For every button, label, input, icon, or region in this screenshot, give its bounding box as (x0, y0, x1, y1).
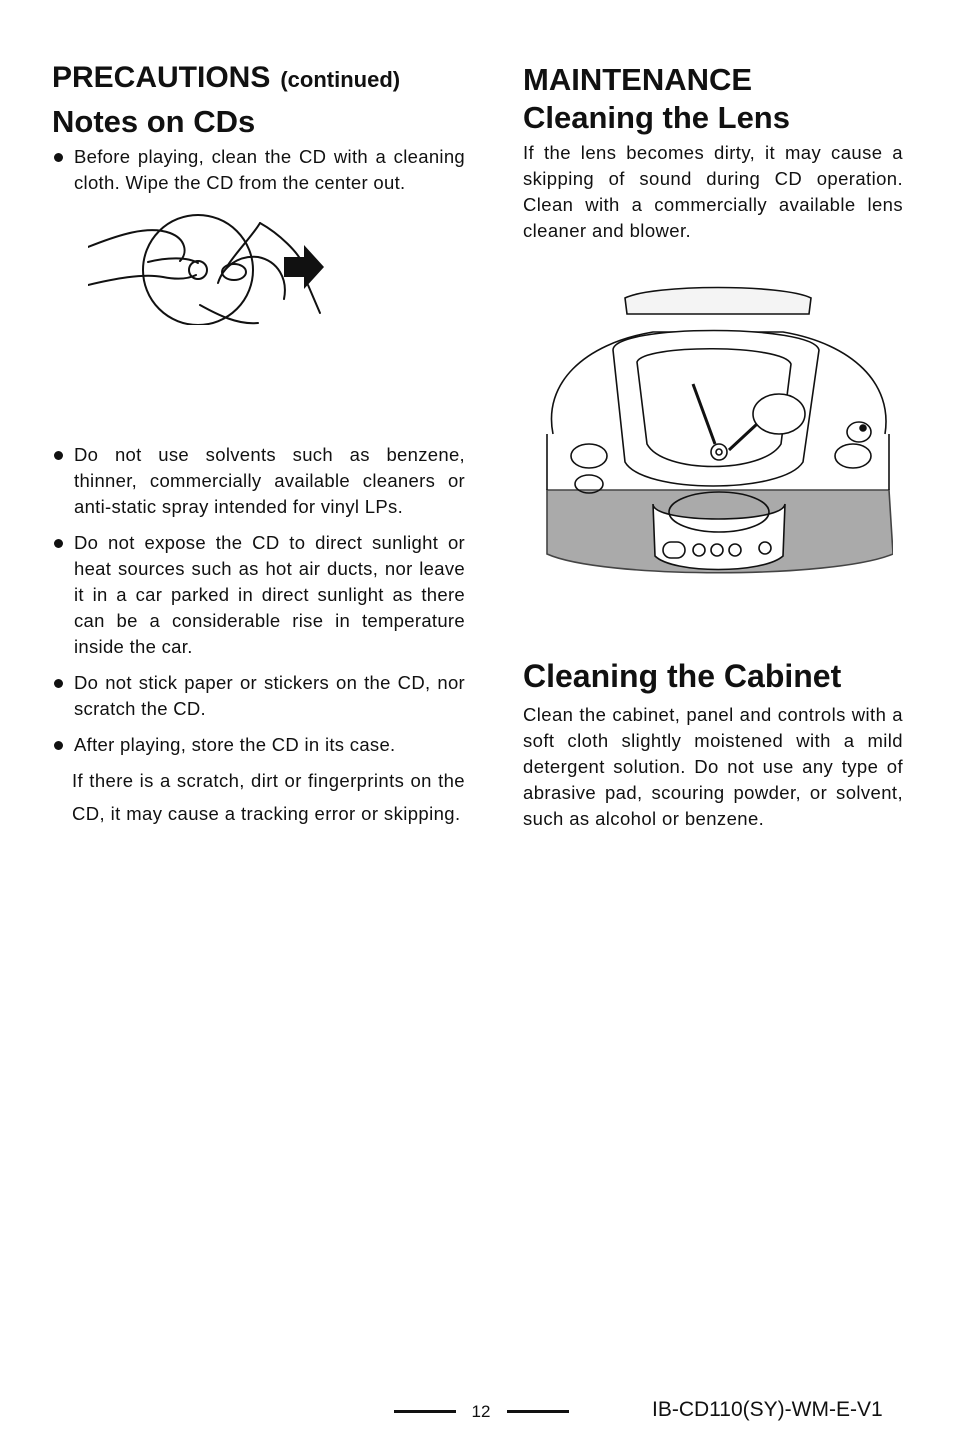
document-code: IB-CD110(SY)-WM-E-V1 (652, 1398, 883, 1421)
cabinet-text: Clean the cabinet, panel and controls with a soft cloth slightly moistened with a mild detergent solution. Do not use any type of abrasive pad, scouring powder, or solvent, such as alcohol or benzene. (523, 704, 903, 829)
bullet-stickers (52, 670, 465, 722)
cd-player-lens-cleaning-illustration (533, 284, 893, 576)
arrow-right-icon (284, 245, 324, 289)
left-column (52, 60, 465, 196)
page-number: 12 (471, 1402, 491, 1421)
footer-line-right (507, 1410, 569, 1413)
cabinet-section (523, 656, 903, 832)
bullet-dot (54, 153, 63, 162)
bullet-text: Before playing, clean the CD with a cleaning cloth. Wipe the CD from the center out. (74, 146, 465, 193)
precautions-title: PRECAUTIONS (52, 61, 271, 94)
bullet-dot (54, 741, 63, 750)
footer-line-left (394, 1410, 456, 1413)
bullet-text: Do not expose the CD to direct sunlight or heat sources such as hot air ducts, nor leave it in a car parked in direct sunlight as there can be a considerable rise in temperature inside the car. (74, 532, 465, 657)
bullet-sunlight (52, 530, 465, 660)
bullet-clean-cd (52, 144, 465, 196)
precautions-list (52, 442, 465, 758)
bullet-text: Do not stick paper or stickers on the CD, nor scratch the CD. (74, 672, 465, 719)
right-column (523, 62, 903, 244)
bullet-text: After playing, store the CD in its case. (74, 734, 396, 755)
precautions-list-container (52, 442, 465, 830)
notes-on-cds-heading: Notes on CDs (52, 104, 256, 139)
cleaning-cabinet-heading: Cleaning the Cabinet (523, 658, 842, 694)
cleaning-lens-heading: Cleaning the Lens (523, 100, 790, 135)
scratch-note: If there is a scratch, dirt or fingerprints on the CD, it may cause a tracking error or skipping. (72, 770, 465, 824)
bullet-dot (54, 451, 63, 460)
lens-text: If the lens becomes dirty, it may cause a skipping of sound during CD operation. Clean with a commercially available lens cleaner and blower. (523, 142, 903, 241)
cd-wipe-illustration (88, 205, 328, 325)
precautions-heading (52, 60, 465, 98)
precautions-continued: (continued) (280, 67, 401, 92)
bullet-dot (54, 679, 63, 688)
maintenance-heading: MAINTENANCE (523, 62, 753, 97)
bullet-solvents (52, 442, 465, 520)
bullet-text: Do not use solvents such as benzene, thinner, commercially available cleaners or anti-static spray intended for vinyl LPs. (74, 444, 465, 517)
bullet-dot (54, 539, 63, 548)
bullet-store-case (52, 732, 465, 758)
